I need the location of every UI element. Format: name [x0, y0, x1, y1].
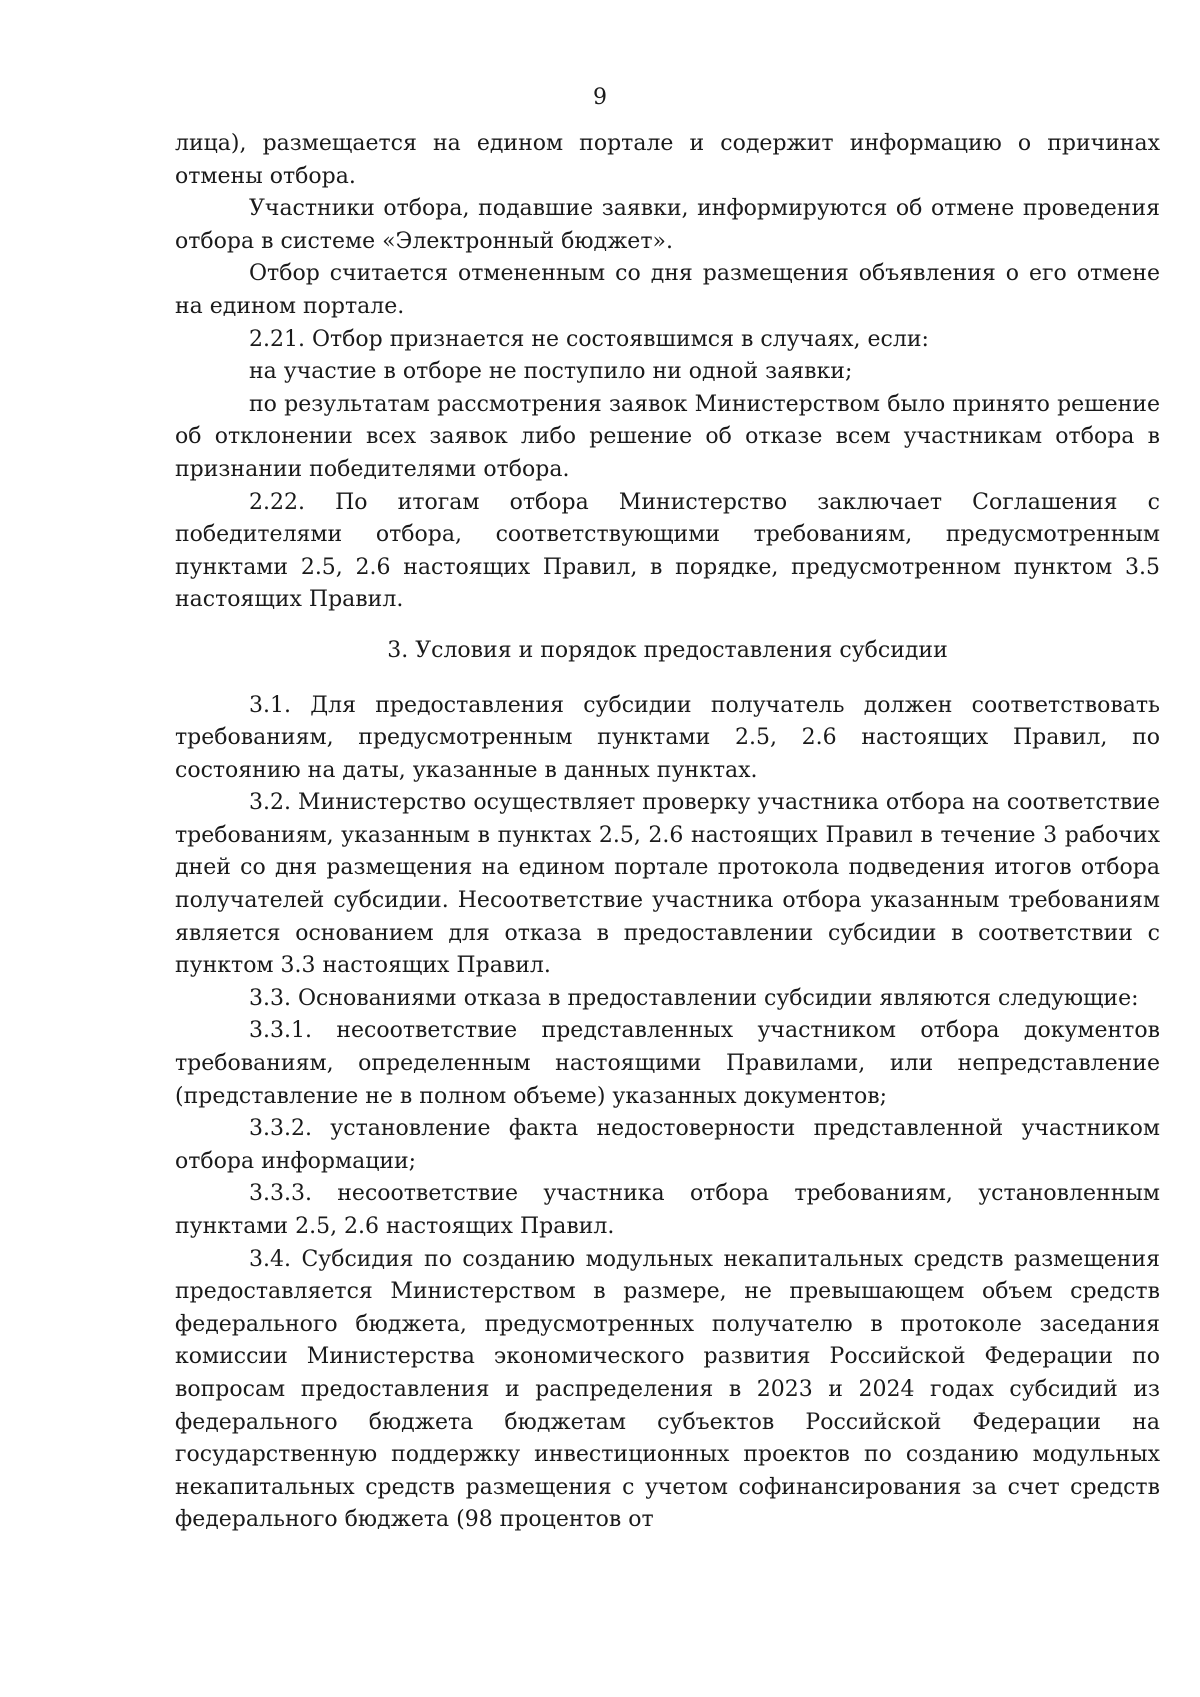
paragraph: 3.3.3. несоответствие участника отбора требованиям, установленным пунктами 2.5, 2.6 настоящих Правил. [175, 1181, 1160, 1239]
paragraph: 3.3.2. установление факта недостоверности представленной участником отбора информации; [175, 1116, 1160, 1174]
paragraph: лица), размещается на едином портале и содержит информацию о причинах отмены отбора. [175, 131, 1160, 189]
paragraph: на участие в отборе не поступило ни одной заявки; [249, 359, 853, 385]
paragraph: 3.3.1. несоответствие представленных участником отбора документов требованиям, определенным настоящими Правилами, или непредставление (представление не в полном объеме) указанных документов; [175, 1018, 1160, 1109]
paragraph: 2.22. По итогам отбора Министерство заключает Соглашения с победителями отбора, соответствующими требованиям, предусмотренным пунктами 2.5, 2.6 настоящих Правил, в порядке, предусмотренном пунктом 3.5 настоящих Правил. [175, 489, 1160, 613]
paragraph: 3.2. Министерство осуществляет проверку участника отбора на соответствие требованиям, указанным в пунктах 2.5, 2.6 настоящих Правил в течение 3 рабочих дней со дня размещения на едином портале протокола подведения итогов отбора получателей субсидии. Несоответствие участника отбора указанным требованиям является основанием для отказа в предоставлении субсидии в соответствии с пунктом 3.3 настоящих Правил. [175, 790, 1160, 979]
paragraph: 3.4. Субсидия по созданию модульных некапитальных средств размещения предоставляется Министерством в размере, не превышающем объем средств федерального бюджета, предусмотренных получателю в протоколе заседания комиссии Министерства экономического развития Российской Федерации по вопросам предоставления и распределения в 2023 и 2024 годах субсидий из федерального бюджета бюджетам субъектов Российской Федерации на государственную поддержку инвестиционных проектов по созданию модульных некапитальных средств размещения с учетом софинансирования за счет средств федерального бюджета (98 процентов от [175, 1246, 1160, 1533]
page-number: 9 [593, 85, 607, 110]
paragraph: Участники отбора, подавшие заявки, информируются об отмене проведения отбора в системе «Электронный бюджет». [175, 196, 1160, 254]
paragraph: 2.21. Отбор признается не состоявшимся в случаях, если: [249, 326, 929, 352]
paragraph: Отбор считается отмененным со дня размещения объявления о его отмене на едином портале. [175, 261, 1160, 319]
paragraph: 3.1. Для предоставления субсидии получатель должен соответствовать требованиям, предусмотренным пунктами 2.5, 2.6 настоящих Правил, по состоянию на даты, указанные в данных пунктах. [175, 692, 1160, 783]
document-body [175, 128, 1160, 1537]
paragraph: по результатам рассмотрения заявок Министерством было принято решение об отклонении всех заявок либо решение об отказе всем участникам отбора в признании победителями отбора. [175, 391, 1160, 482]
section-heading: 3. Условия и порядок предоставления субсидии [387, 637, 948, 663]
paragraph: 3.3. Основаниями отказа в предоставлении субсидии являются следующие: [249, 985, 1139, 1011]
